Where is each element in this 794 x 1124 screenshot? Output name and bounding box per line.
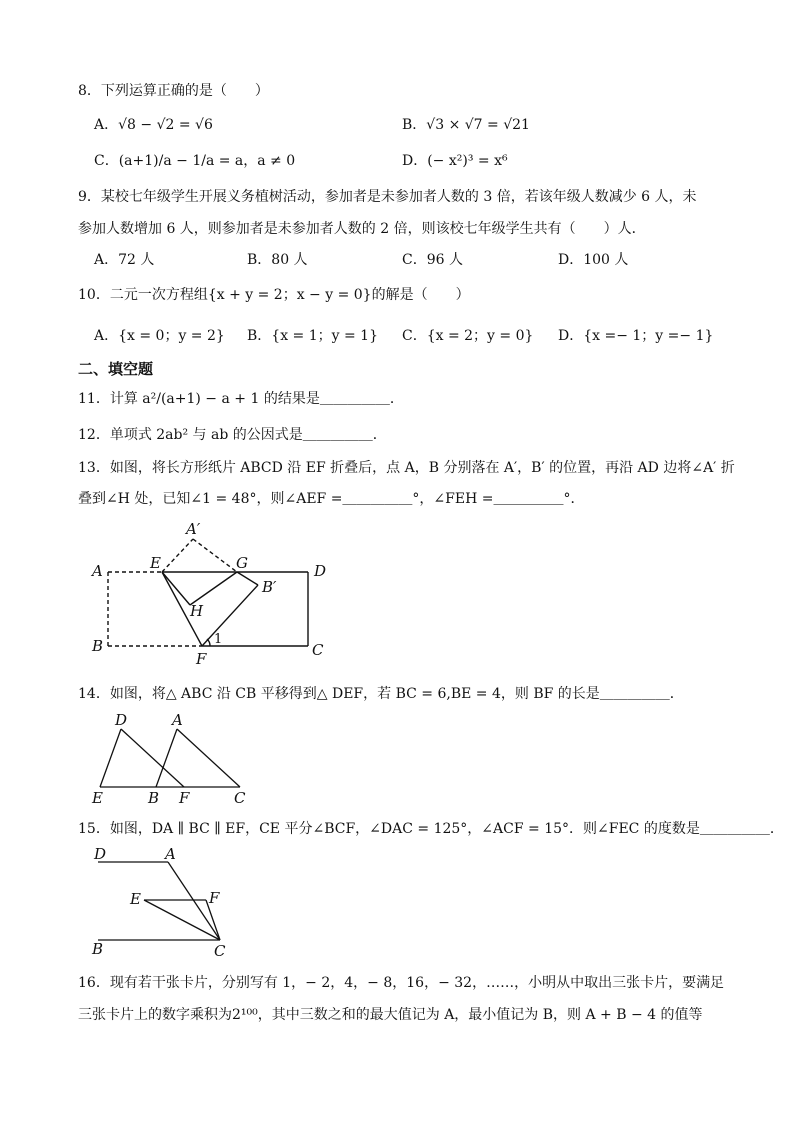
q13-angle-1-arc [207,639,210,646]
q13-label-e: E [150,554,161,572]
q13-seg-gb [237,572,258,585]
q14-label-b: B [148,789,160,807]
q14-label-a: A [172,711,183,729]
q13-dashed-ea [162,539,193,572]
q13-figure [80,515,340,670]
q14-label-c: C [234,789,246,807]
q13-label-b: B [92,637,104,655]
q13-dashed-ag [193,539,237,572]
q13-label-f: F [196,650,207,668]
q14-seg-ed [100,729,121,787]
q13-label-one: 1 [214,632,223,647]
q9-line1: 9．某校七年级学生开展义务植树活动，参加者是未参加者人数的 3 倍，若该年级人数减少 6 人，未 [78,189,697,205]
q16-line2: 三张卡片上的数字乘积为2¹⁰⁰，其中三数之和的最大值记为 A，最小值记为 B，则 A + B − 4 的值等 [78,1007,703,1023]
q10-stem: 10．二元一次方程组{x + y = 2；x − y = 0}的解是（ ） [78,287,470,303]
q9-line2: 参加人数增加 6 人，则参加者是未参加者人数的 2 倍，则该校七年级学生共有（ ）人． [78,221,646,237]
q8-option-c: C．(a+1)/a − 1/a = a，a ≠ 0 [94,153,296,169]
q15-label-b: B [92,940,104,958]
q13-label-a-prime: A′ [186,520,201,538]
q15-label-a: A [165,845,176,863]
q15-text: 15．如图，DA ∥ BC ∥ EF，CE 平分∠BCF，∠DAC = 125°，∠ACF = 15°．则∠FEC 的度数是＿＿＿＿＿． [78,821,784,837]
q14-seg-ac [177,729,240,787]
q15-label-e: E [130,890,141,908]
section-title-fill-in: 二、填空题 [78,360,154,378]
q13-label-g: G [236,554,248,572]
q13-seg-eh [162,572,190,605]
q14-label-e: E [92,789,103,807]
q13-label-d: D [314,562,327,580]
q10-option-c: C．{x = 2；y = 0} [402,328,534,344]
q9-option-d: D．100 人 [558,252,629,268]
q13-label-a: A [92,562,103,580]
q13-seg-bf [202,585,258,646]
q14-label-f: F [179,789,190,807]
q14-label-d: D [115,711,128,729]
q15-label-d: D [94,845,107,863]
q11-text: 11．计算 a²/(a+1) − a + 1 的结果是＿＿＿＿＿． [78,391,404,407]
q13-line2: 叠到∠H 处，已知∠1 = 48°，则∠AEF =＿＿＿＿＿°，∠FEH =＿＿＿＿＿°． [78,491,585,507]
q12-text: 12．单项式 2ab² 与 ab 的公因式是＿＿＿＿＿． [78,427,387,443]
q14-seg-df [121,729,184,787]
q15-figure [88,845,248,960]
q14-text: 14．如图，将△ ABC 沿 CB 平移得到△ DEF，若 BC = 6,BE = 4，则 BF 的长是＿＿＿＿＿． [78,686,684,702]
q8-option-a: A．√8 − √2 = √6 [94,117,213,133]
q14-figure [88,712,258,807]
q8-option-b: B．√3 × √7 = √21 [402,117,530,133]
q13-seg-hg [190,572,237,605]
q9-option-a: A．72 人 [94,252,155,268]
q10-option-a: A．{x = 0；y = 2} [94,328,225,344]
q15-label-f: F [209,889,220,907]
q13-label-b-prime: B′ [262,578,277,596]
q13-line1: 13．如图，将长方形纸片 ABCD 沿 EF 折叠后，点 A，B 分别落在 A′，B′ 的位置，再沿 AD 边将∠A′ 折 [78,460,735,476]
q8-stem: 8．下列运算正确的是（ ） [78,83,269,99]
q13-label-h: H [190,602,204,620]
q9-option-b: B．80 人 [247,252,308,268]
q13-label-c: C [312,641,324,659]
q8-option-d: D．(− x²)³ = x⁶ [402,153,508,169]
q15-label-c: C [214,942,226,960]
q10-option-d: D．{x =− 1；y =− 1} [558,328,714,344]
q9-option-c: C．96 人 [402,252,463,268]
q16-line1: 16．现有若干张卡片，分别写有 1，− 2，4，− 8，16，− 32，……，小明从中取出三张卡片，要满足 [78,975,725,991]
q10-option-b: B．{x = 1；y = 1} [247,328,378,344]
